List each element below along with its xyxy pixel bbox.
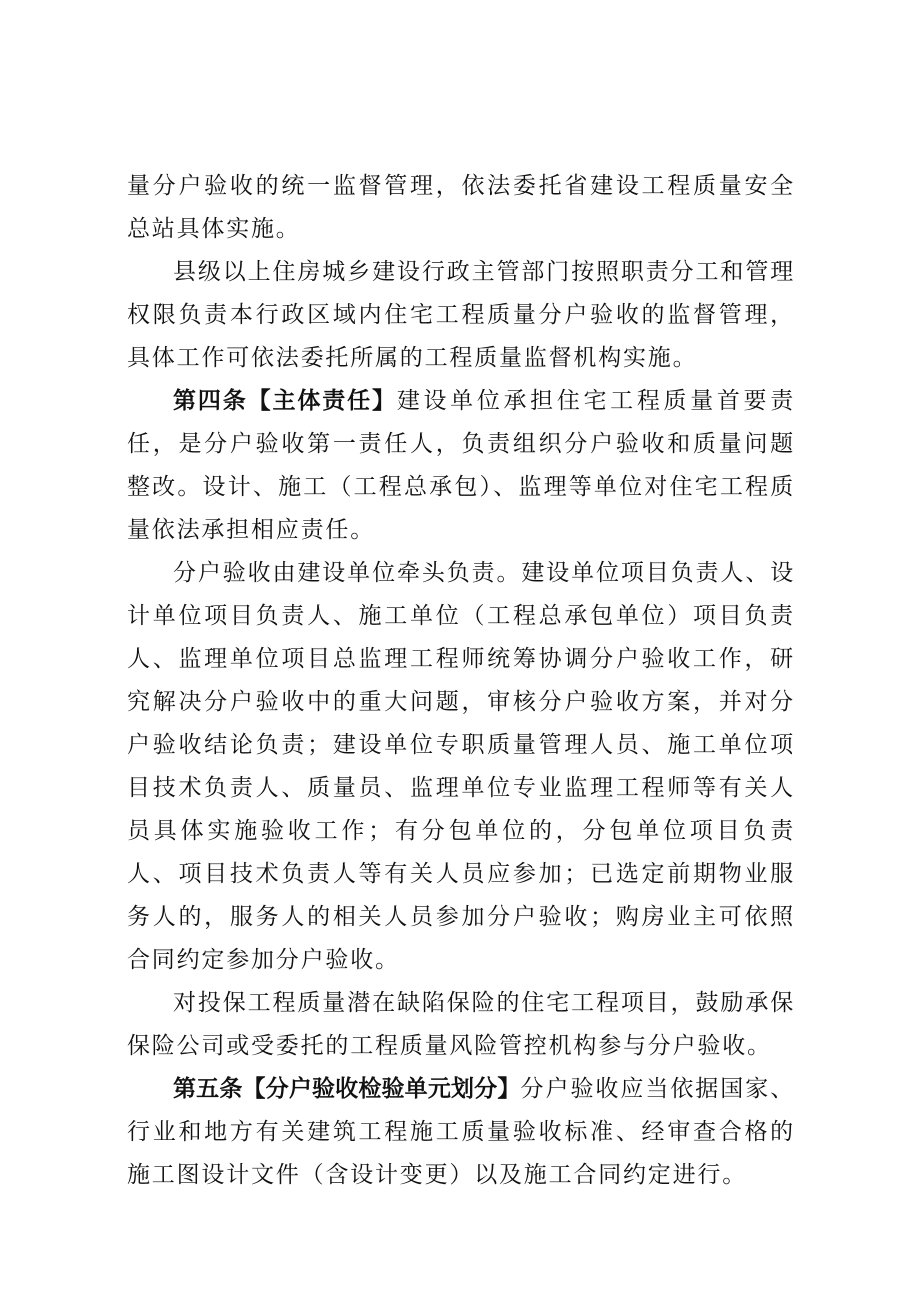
paragraph [127,982,795,1068]
article-4-paragraph [127,380,795,552]
article-heading: 第四条【主体责任】 [173,388,397,414]
paragraph-text: 分户验收应当依据国家、行业和地方有关建筑工程施工质量验收标准、经审查合格的施工图设计文件（含设计变更）以及施工合同约定进行。 [127,1076,795,1188]
paragraph-text: 量分户验收的统一监督管理，依法委托省建设工程质量安全总站具体实施。 [127,173,795,242]
paragraph-text: 建设单位承担住宅工程质量首要责任，是分户验收第一责任人，负责组织分户验收和质量问题整改。设计、施工（工程总承包）、监理等单位对住宅工程质量依法承担相应责任。 [127,388,796,543]
paragraph-text: 县级以上住房城乡建设行政主管部门按照职责分工和管理权限负责本行政区域内住宅工程质量分户验收的监督管理，具体工作可依法委托所属的工程质量监督机构实施。 [127,259,795,371]
article-5-paragraph [127,1068,795,1197]
paragraph-text: 分户验收由建设单位牵头负责。建设单位项目负责人、设计单位项目负责人、施工单位（工程总承包单位）项目负责人、监理单位项目总监理工程师统筹协调分户验收工作，研究解决分户验收中的重大问题，审核分户验收方案，并对分户验收结论负责；建设单位专职质量管理人员、施工单位项目技术负责人、质量员、监理单位专业监理工程师等有关人员具体实施验收工作；有分包单位的，分包单位项目负责人、项目技术负责人等有关人员应参加；已选定前期物业服务人的，服务人的相关人员参加分户验收；购房业主可依照合同约定参加分户验收。 [127,560,795,973]
paragraph [127,251,795,380]
document-body [127,165,795,1197]
paragraph [127,552,795,982]
paragraph-text: 对投保工程质量潜在缺陷保险的住宅工程项目，鼓励承保保险公司或受委托的工程质量风险管控机构参与分户验收。 [127,990,795,1059]
paragraph-continuation [127,165,795,251]
article-heading: 第五条【分户验收检验单元划分】 [173,1076,521,1102]
